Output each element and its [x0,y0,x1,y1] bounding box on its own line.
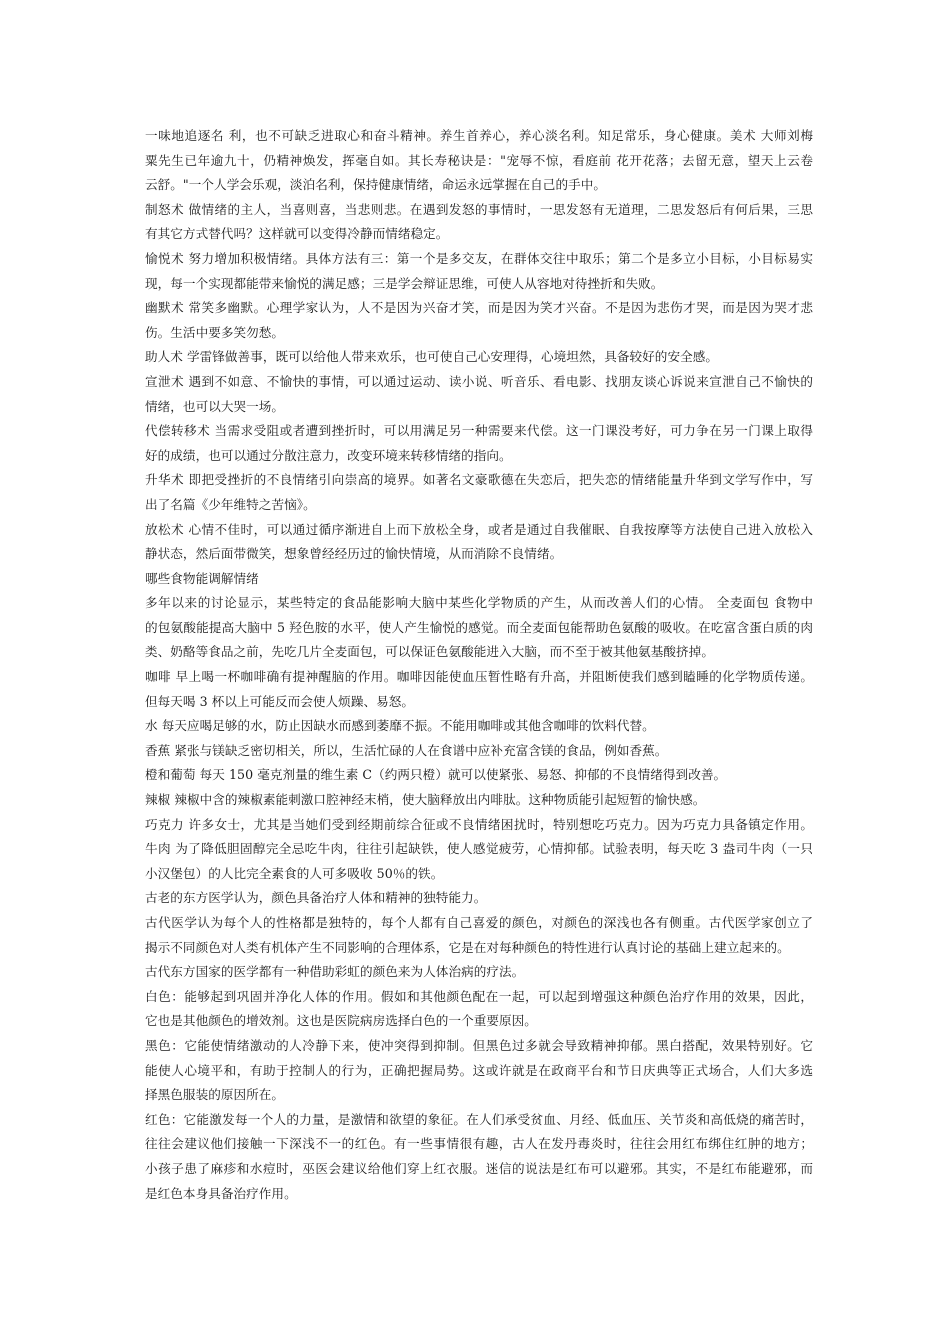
text-line: 古老的东方医学认为，颜色具备治疗人体和精神的独特能力。 [145,890,487,906]
text-line: 的包氨酸能提高大脑中 5 羟色胺的水平，使人产生愉悦的感觉。而全麦面包能帮助色氨酸的吸收。在吃富含蛋白质的肉 [145,619,813,635]
text-line: 红色：它能激发每一个人的力量，是激情和欲望的象征。在人们承受贫血、月经、低血压、关节炎和高低烧的痛苦时， [145,1111,813,1127]
text-line: 哪些食物能调解情绪 [145,570,259,586]
text-line: 放松术 心情不佳时，可以通过循序渐进自上而下放松全身，或者是通过自我催眠、自我按摩等方法使自己进入放松入 [145,521,813,537]
text-line: 白色：能够起到巩固并净化人体的作用。假如和其他颜色配在一起，可以起到增强这种颜色治疗作用的效果，因此， [145,988,813,1004]
text-line: 往往会建议他们接触一下深浅不一的红色。有一些事情很有趣，古人在发丹毒炎时，往往会用红布绑住红肿的地方； [145,1136,813,1152]
text-line: 情绪，也可以大哭一场。 [145,398,285,414]
text-line: 能使人心境平和，有助于控制人的行为，正确把握局势。这或许就是在政商平台和节日庆典等正式场合，人们大多选 [145,1062,813,1078]
text-line: 伤。生活中要多笑勿愁。 [145,324,285,340]
text-line: 辣椒 辣椒中含的辣椒素能刺激口腔神经末梢，使大脑释放出内啡肽。这种物质能引起短暂的愉快感。 [145,792,706,808]
text-line: 宣泄术 遇到不如意、不愉快的事情，可以通过运动、读小说、听音乐、看电影、找朋友谈心诉说来宣泄自己不愉快的 [145,373,813,389]
text-line: 一味地追逐名 利，也不可缺乏进取心和奋斗精神。养生首养心，养心淡名利。知足常乐，身心健康。美术 大师刘梅 [145,128,813,143]
text-line: 小孩子患了麻疹和水痘时，巫医会建议给他们穿上红衣服。迷信的说法是红布可以避邪。其实，不是红布能避邪，而 [145,1160,813,1176]
text-line: 它也是其他颜色的增效剂。这也是医院病房选择白色的一个重要原因。 [145,1013,537,1029]
text-line: 愉悦术 努力增加积极情绪。具体方法有三：第一个是多交友，在群体交往中取乐；第二个是多立小目标，小目标易实 [145,250,813,266]
text-line: 择黑色服装的原因所在。 [145,1087,285,1103]
text-line: 多年以来的讨论显示，某些特定的食品能影响大脑中某些化学物质的产生，从而改善人们的心情。 全麦面包 食物中 [145,595,813,611]
text-line: 助人术 学雷锋做善事，既可以给他人带来欢乐，也可使自己心安理得，心境坦然，具备较好的安全感。 [145,349,719,365]
document-body [145,124,813,1206]
text-line: 有其它方式替代吗？这样就可以变得冷静而情绪稳定。 [145,226,449,242]
text-line: 粟先生已年逾九十，仍精神焕发，挥毫自如。其长寿秘诀是："宠辱不惊，看庭前 花开花落；去留无意，望天上云卷 [145,152,813,168]
text-line: 水 每天应喝足够的水，防止因缺水而感到萎靡不振。不能用咖啡或其他含咖啡的饮料代替。 [145,718,655,734]
text-line: 现，每一个实现都能带来愉悦的满足感；三是学会辩证思维，可使人从容地对待挫折和失败。 [145,275,664,291]
text-line: 古代医学认为每个人的性格都是独特的，每个人都有自己喜爱的颜色，对颜色的深浅也各有侧重。古代医学家创立了 [145,915,813,930]
text-line: 是红色本身具备治疗作用。 [145,1185,297,1201]
text-line: 香蕉 紧张与镁缺乏密切相关，所以，生活忙碌的人在食谱中应补充富含镁的食品，例如香蕉。 [145,742,668,758]
text-line: 小汉堡包）的人比完全素食的人可多吸收 50％的铁。 [145,865,444,881]
text-line: 古代东方国家的医学都有一种借助彩虹的颜色来为人体治病的疗法。 [145,964,525,980]
text-line: 幽默术 常笑多幽默。心理学家认为，人不是因为兴奋才笑，而是因为笑才兴奋。不是因为悲伤才哭，而是因为哭才悲 [145,300,813,316]
text-line: 类、奶酪等食品之前，先吃几片全麦面包，可以保证色氨酸能进入大脑，而不至于被其他氨基酸挤掉。 [145,644,714,660]
text-line: 揭示不同颜色对人类有机体产生不同影响的合理体系，它是在对每种颜色的特性进行认真讨论的基础上建立起来的。 [145,939,790,955]
text-line: 但每天喝 3 杯以上可能反而会使人烦躁、易怒。 [145,693,415,709]
text-line: 巧克力 许多女士，尤其是当她们受到经期前综合征或不良情绪困扰时，特别想吃巧克力。因为巧克力具备镇定作用。 [145,816,813,832]
text-line: 黑色：它能使情绪激动的人冷静下来，使冲突得到抑制。但黑色过多就会导致精神抑郁。黑白搭配，效果特别好。它 [145,1037,813,1053]
text-line: 云舒。"一个人学会乐观，淡泊名利，保持健康情绪，命运永远掌握在自己的手中。 [145,177,607,193]
text-line: 咖啡 早上喝一杯咖啡确有提神醒脑的作用。咖啡因能使血压暂性略有升高，并阻断使我们感到瞌睡的化学物质传递。 [145,669,813,685]
text-line: 制怒术 做情绪的主人，当喜则喜，当悲则悲。在遇到发怒的事情时，一思发怒有无道理，二思发怒后有何后果，三思 [145,201,813,217]
text-line: 好的成绩，也可以通过分散注意力，改变环境来转移情绪的指向。 [145,447,512,463]
text-line: 代偿转移术 当需求受阻或者遭到挫折时，可以用满足另一种需要来代偿。这一门课没考好，可力争在另一门课上取得 [145,423,813,439]
text-line: 出了名篇《少年维特之苦恼》。 [145,496,316,512]
text-line: 静状态，然后面带微笑，想象曾经经历过的愉快情境，从而消除不良情绪。 [145,546,563,562]
text-line: 升华术 即把受挫折的不良情绪引向崇高的境界。如著名文豪歌德在失恋后，把失恋的情绪能量升华到文学写作中，写 [145,472,813,488]
text-line: 牛肉 为了降低胆固醇完全忌吃牛肉，往往引起缺铁，使人感觉疲劳，心情抑郁。试验表明，每天吃 3 盎司牛肉（一只 [145,841,813,857]
text-line: 橙和葡萄 每天 150 毫克剂量的维生素 C（约两只橙）就可以使紧张、易怒、抑郁的不良情绪得到改善。 [145,767,727,783]
